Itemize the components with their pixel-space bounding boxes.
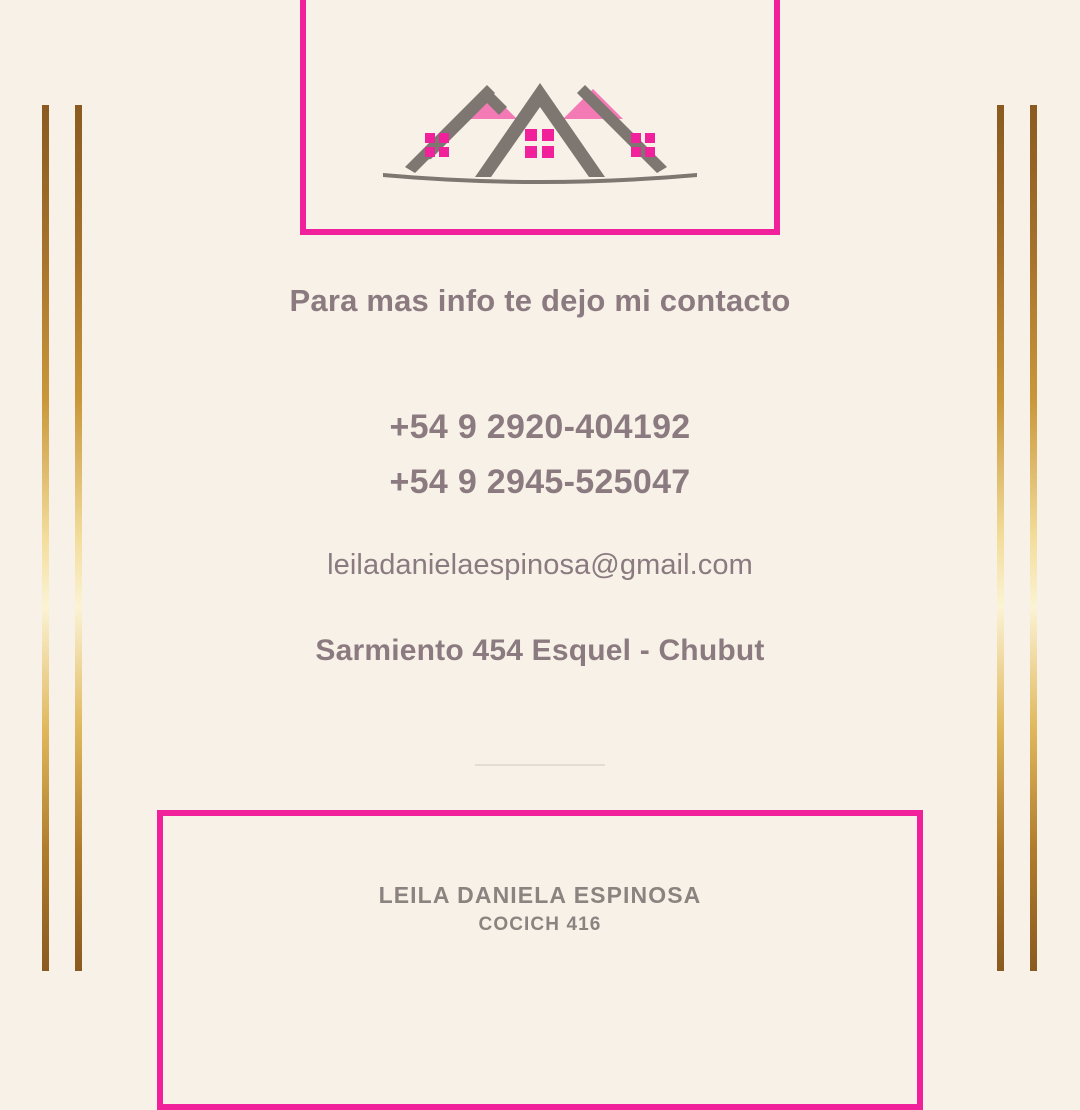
gold-bar-right-outer <box>1030 105 1037 971</box>
email-address[interactable]: leiladanielaespinosa@gmail.com <box>327 549 753 581</box>
gold-bar-right-inner <box>997 105 1004 971</box>
logo-wrap <box>306 73 774 193</box>
footer-card-subtitle: COCICH 416 <box>478 914 602 935</box>
phone-list <box>0 400 1080 510</box>
divider-line <box>475 764 605 766</box>
street-address: Sarmiento 454 Esquel - Chubut <box>315 634 765 667</box>
gold-bar-left-inner <box>75 105 82 971</box>
headline-text: Para mas info te dejo mi contacto <box>289 283 791 318</box>
gold-bar-left-outer <box>42 105 49 971</box>
logo-frame <box>300 0 780 235</box>
phone-number-2[interactable]: +54 9 2945-525047 <box>389 463 691 501</box>
house-roofs-logo <box>375 73 705 193</box>
phone-number-1[interactable]: +54 9 2920-404192 <box>389 408 691 446</box>
footer-card-frame <box>157 810 923 1110</box>
footer-card-name: LEILA DANIELA ESPINOSA <box>378 882 702 908</box>
